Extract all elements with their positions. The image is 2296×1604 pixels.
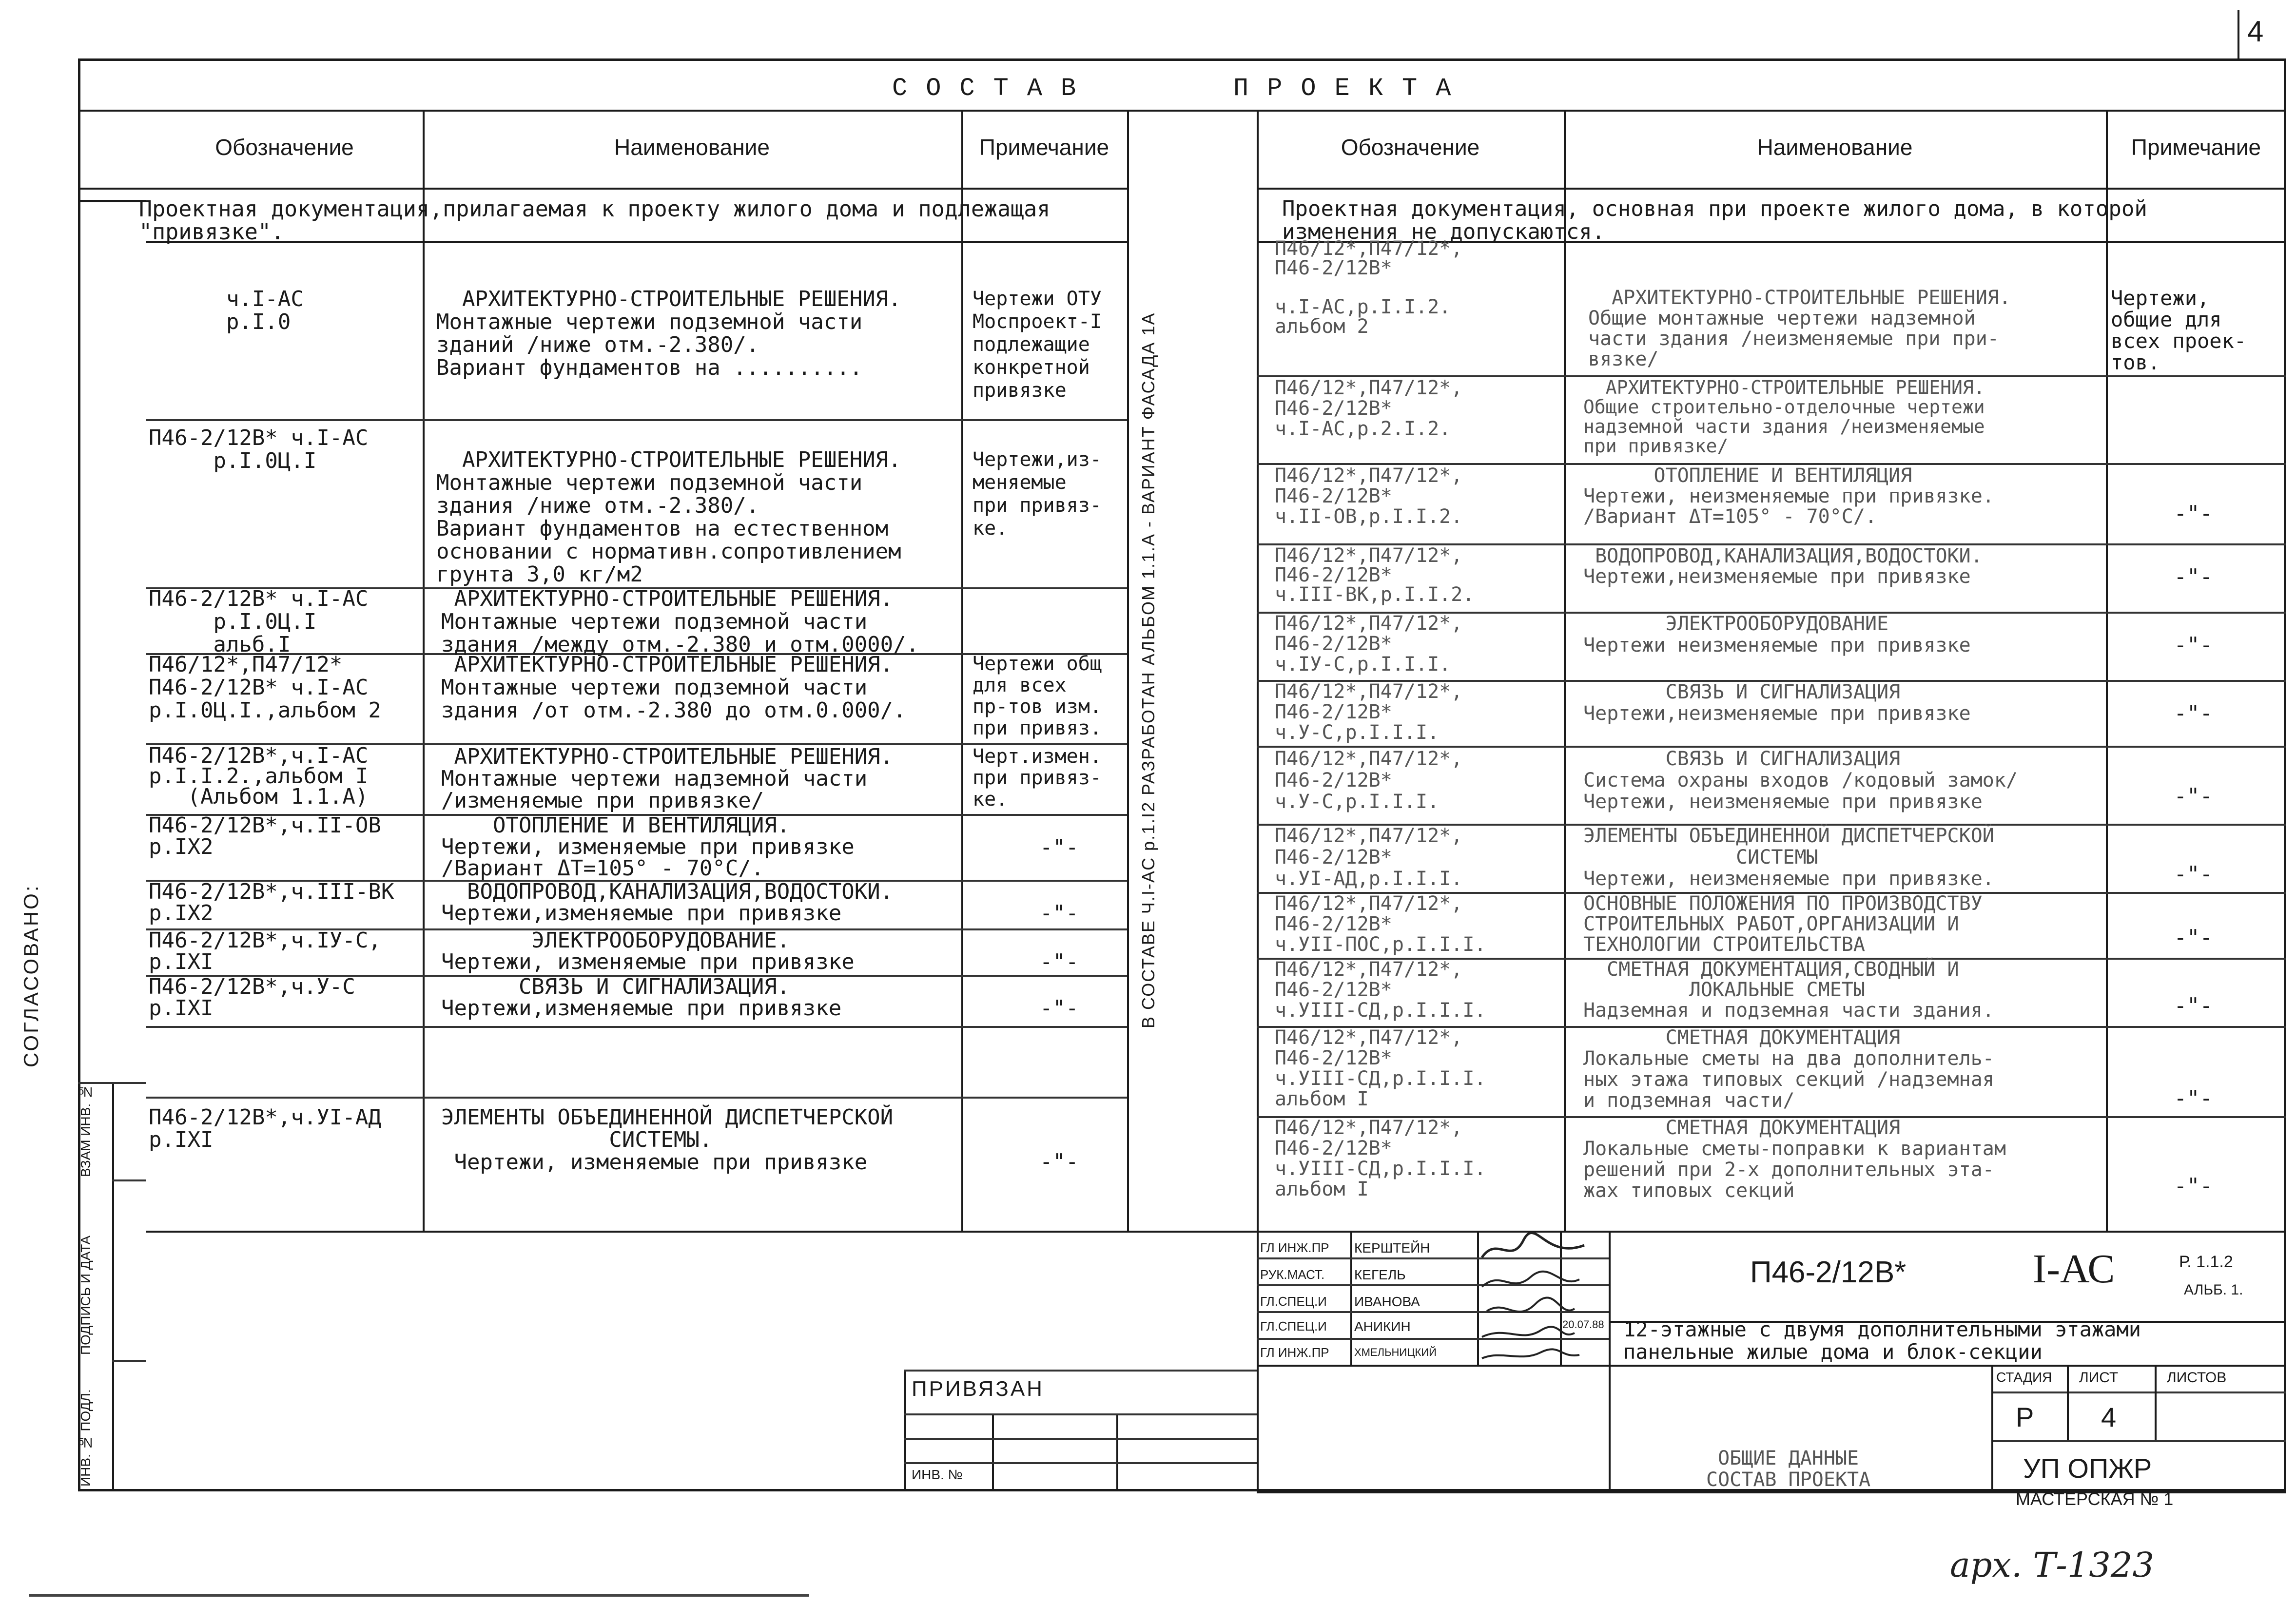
right-row-6-note: -"-: [2135, 701, 2213, 726]
left-row-9-name: СВЯЗЬ И СИГНАЛИЗАЦИЯ. Чертежи,изменяемые при привязке: [441, 974, 842, 1021]
vertical-note: В СОСТАВЕ Ч.I-АС р.1.I2 РАЗРАБОТАН АЛЬБОМ 1.1.А - ВАРИАНТ ФАСАДА 1A: [1138, 312, 1158, 1028]
right-row-8-name: ЭЛЕМЕНТЫ ОБЪЕДИНЕННОЙ ДИСПЕТЧЕРСКОЙ СИСТЕМЫ Чертежи, неизменяемые при привязке.: [1583, 825, 1994, 890]
page-number: 4: [2247, 15, 2264, 48]
right-row-3-name: ОТОПЛЕНИЕ И ВЕНТИЛЯЦИЯ Чертежи, неизменяемые при привязке. /Вариант ΔT=105° - 70°С/.: [1583, 464, 1994, 528]
left-row-4-designation: П46/12*,П47/12* П46-2/12В* ч.I-АС р.I.0Ц.I.,альбом 2: [149, 652, 381, 723]
left-row-2-name: АРХИТЕКТУРНО-СТРОИТЕЛЬНЫЕ РЕШЕНИЯ. Монтажные чертежи подземной части здания /ниже отм.-2.380/. Вариант фундаментов на естественном основании с нормативн.сопротивлением грунта 3,0 кг/м2: [436, 447, 901, 587]
right-row-9-designation: П46/12*,П47/12*, П46-2/12В* ч.УII-ПОС,р.I.I.I.: [1275, 892, 1486, 956]
left-row-7-note: -"-: [1014, 901, 1079, 926]
name-4: АНИКИН: [1354, 1319, 1411, 1334]
role-3: ГЛ.СПЕЦ.И: [1260, 1294, 1327, 1309]
sheets-label: ЛИСТОВ: [2167, 1370, 2227, 1386]
workshop-name: МАСТЕРСКАЯ № 1: [2016, 1489, 2174, 1509]
right-row-3-note: -"-: [2135, 501, 2213, 526]
stage-value: Р: [2016, 1402, 2034, 1432]
left-row-10-name: ЭЛЕМЕНТЫ ОБЪЕДИНЕННОЙ ДИСПЕТЧЕРСКОЙ СИСТЕМЫ. Чертежи, изменяемые при привязке: [441, 1105, 894, 1175]
right-row-6-designation: П46/12*,П47/12*, П46-2/12В* ч.У-С,р.I.I.I.: [1275, 680, 1463, 744]
right-row-7-note: -"-: [2135, 784, 2213, 809]
left-row-5-designation: П46-2/12В*,ч.I-АС р.I.I.2.,альбом I (Альбом 1.1.А): [149, 743, 369, 809]
stamp-description: 12-этажные с двумя дополнительными этажами панельные жилые дома и блок-секции: [1623, 1317, 2141, 1364]
right-row-7-designation: П46/12*,П47/12*, П46-2/12В* ч.У-С,р.I.I.I.: [1275, 748, 1463, 813]
intro-right: Проектная документация, основная при проекте жилого дома, в которой изменения не допускаются.: [1282, 196, 2147, 244]
archive-mark: арх. Т-1323: [1950, 1545, 2155, 1585]
header-name-right: Наименование: [1757, 135, 1913, 160]
part-code: Р. 1.1.2: [2179, 1253, 2233, 1271]
right-row-4-name: ВОДОПРОВОД,КАНАЛИЗАЦИЯ,ВОДОСТОКИ. Чертежи,неизменяемые при привязке: [1583, 545, 1983, 588]
stage-label: СТАДИЯ: [1996, 1370, 2052, 1385]
privyazan-label: ПРИВЯЗАН: [912, 1377, 1044, 1401]
title-left: СОСТАВ: [892, 74, 1095, 103]
role-2: РУК.МАСТ.: [1260, 1267, 1325, 1282]
left-row-2-note: Чертежи,из- меняемые при привяз- ке.: [973, 448, 1102, 540]
left-row-8-designation: П46-2/12В*,ч.IУ-С, р.IХI: [149, 928, 381, 974]
name-3: ИВАНОВА: [1354, 1294, 1420, 1309]
left-row-3-name: АРХИТЕКТУРНО-СТРОИТЕЛЬНЫЕ РЕШЕНИЯ. Монтажные чертежи подземной части здания /между отм.-2.380 и отм.0000/.: [441, 586, 919, 657]
right-row-11-note: -"-: [2135, 1086, 2213, 1111]
left-row-1-name: АРХИТЕКТУРНО-СТРОИТЕЛЬНЫЕ РЕШЕНИЯ. Монтажные чертежи подземной части зданий /ниже отм.-2.380/. Вариант фундаментов на ..........: [436, 287, 901, 380]
sheet-value: 4: [2101, 1402, 2117, 1432]
right-row-9-note: -"-: [2135, 925, 2213, 950]
left-row-2-designation: П46-2/12В* ч.I-АС р.I.0Ц.I: [149, 425, 369, 473]
right-row-10-name: СМЕТНАЯ ДОКУМЕНТАЦИЯ,СВОДНЫЙ И ЛОКАЛЬНЫЕ СМЕТЫ Надземная и подземная части здания.: [1583, 958, 1994, 1022]
sign-date-label: ПОДПИСЬ И ДАТА: [78, 1235, 93, 1355]
right-row-7-name: СВЯЗЬ И СИГНАЛИЗАЦИЯ Система охраны входов /кодовый замок/ Чертежи, неизменяемые при привязке: [1583, 748, 2018, 813]
org-name: УП ОПЖР: [2023, 1453, 2152, 1484]
name-1: КЕРШТЕЙН: [1354, 1240, 1430, 1256]
left-row-4-name: АРХИТЕКТУРНО-СТРОИТЕЛЬНЫЕ РЕШЕНИЯ. Монтажные чертежи подземной части здания /от отм.-2.380 до отм.0.000/.: [441, 652, 906, 723]
right-row-12-name: СМЕТНАЯ ДОКУМЕНТАЦИЯ Локальные сметы-поправки к вариантам решений при 2-х дополнительных эта- жах типовых секций: [1583, 1117, 2006, 1202]
doc-title: ОБЩИЕ ДАННЫЕ СОСТАВ ПРОЕКТА: [1706, 1447, 1871, 1491]
left-row-6-name: ОТОПЛЕНИЕ И ВЕНТИЛЯЦИЯ. Чертежи, изменяемые при привязке /Вариант ΔT=105° - 70°С/.: [441, 813, 855, 881]
left-row-9-note: -"-: [1014, 996, 1079, 1021]
right-row-4-note: -"-: [2135, 564, 2213, 589]
left-row-6-designation: П46-2/12В*,ч.II-ОВ р.IХ2: [149, 813, 381, 859]
right-row-8-note: -"-: [2135, 862, 2213, 887]
right-row-5-designation: П46/12*,П47/12*, П46-2/12В* ч.IУ-С,р.I.I.I.: [1275, 612, 1463, 676]
left-row-1-designation: ч.I-АС р.I.0: [226, 287, 304, 334]
left-row-5-note: Черт.измен. при привяз- ке.: [973, 745, 1102, 811]
right-row-3-designation: П46/12*,П47/12*, П46-2/12В* ч.II-ОВ,р.I.I.2.: [1275, 464, 1463, 528]
stamp-date: 20.07.88: [1562, 1318, 1604, 1331]
project-code: П46-2/12В*: [1750, 1256, 1907, 1289]
left-row-6-note: -"-: [1014, 835, 1079, 860]
left-row-1-note: Чертежи ОТУ Моспроект-I подлежащие конкретной привязке: [973, 288, 1102, 402]
header-name-left: Наименование: [614, 135, 770, 160]
right-row-1-name: АРХИТЕКТУРНО-СТРОИТЕЛЬНЫЕ РЕШЕНИЯ. Общие монтажные чертежи надземной части здания /неизменяемые при при- вязке/: [1588, 287, 2011, 370]
right-row-8-designation: П46/12*,П47/12*, П46-2/12В* ч.УI-АД,р.I.I.I.: [1275, 825, 1463, 890]
title-right: ПРОЕКТА: [1233, 74, 1470, 103]
right-row-6-name: СВЯЗЬ И СИГНАЛИЗАЦИЯ Чертежи,неизменяемые при привязке: [1583, 681, 1971, 725]
header-designation-right: Обозначение: [1341, 135, 1480, 160]
left-row-8-name: ЭЛЕКТРООБОРУДОВАНИЕ. Чертежи, изменяемые при привязке: [441, 928, 855, 974]
agreed-label: СОГЛАСОВАНО:: [19, 884, 42, 1067]
left-row-10-note: -"-: [1014, 1149, 1079, 1174]
right-row-5-note: -"-: [2135, 633, 2213, 657]
right-row-12-designation: П46/12*,П47/12*, П46-2/12В* ч.УIII-СД,р.I.I.I. альбом I: [1275, 1117, 1486, 1200]
right-row-12-note: -"-: [2135, 1174, 2213, 1198]
right-row-2-designation: П46/12*,П47/12*, П46-2/12В* ч.I-АС,р.2.I.2.: [1275, 377, 1463, 440]
header-note-right: Примечание: [2131, 135, 2261, 160]
name-2: КЕГЕЛЬ: [1354, 1267, 1406, 1282]
right-row-1-designation: П46/12*,П47/12*, П46-2/12В* ч.I-АС,р.I.I.2. альбом 2: [1275, 237, 1463, 338]
left-row-9-designation: П46-2/12В*,ч.У-С р.IХI: [149, 974, 355, 1021]
right-row-10-designation: П46/12*,П47/12*, П46-2/12В* ч.УIII-СД,р.I.I.I.: [1275, 958, 1486, 1022]
right-row-10-note: -"-: [2135, 993, 2213, 1018]
left-row-3-designation: П46-2/12В* ч.I-АС р.I.0Ц.I альб.I: [149, 586, 369, 657]
header-note-left: Примечание: [979, 135, 1109, 160]
inv-no-label: ИНВ. №: [912, 1467, 963, 1482]
name-5: ХМЕЛЬНИЦКИЙ: [1354, 1346, 1437, 1358]
intro-left: Проектная документация,прилагаемая к проекту жилого дома и подлежащая "привязке".: [139, 196, 1051, 245]
role-4: ГЛ.СПЕЦ.И: [1260, 1319, 1327, 1333]
section-code: I-АС: [2033, 1246, 2115, 1292]
sheet-label: ЛИСТ: [2079, 1370, 2119, 1386]
right-row-4-designation: П46/12*,П47/12*, П46-2/12В* ч.III-ВК,р.I.I.2.: [1275, 544, 1475, 606]
left-row-10-designation: П46-2/12В*,ч.УI-АД р.IХI: [149, 1105, 381, 1152]
right-row-9-name: ОСНОВНЫЕ ПОЛОЖЕНИЯ ПО ПРОИЗВОДСТВУ СТРОИТЕЛЬНЫХ РАБОТ,ОРГАНИЗАЦИИ И ТЕХНОЛОГИИ СТРОИТЕЛЬСТВА: [1583, 892, 1983, 956]
header-designation-left: Обозначение: [215, 135, 354, 160]
left-row-7-designation: П46-2/12В*,ч.III-ВК р.IХ2: [149, 879, 394, 926]
left-row-8-note: -"-: [1014, 949, 1079, 974]
inv-podl-label: ИНВ. № ПОДЛ.: [78, 1389, 93, 1487]
album-code: АЛЬБ. 1.: [2184, 1282, 2243, 1298]
right-row-11-designation: П46/12*,П47/12*, П46-2/12В* ч.УIII-СД,р.I.I.I. альбом I: [1275, 1026, 1486, 1110]
left-row-5-name: АРХИТЕКТУРНО-СТРОИТЕЛЬНЫЕ РЕШЕНИЯ. Монтажные чертежи надземной части /изменяемые при привязке/: [441, 744, 894, 813]
right-row-2-name: АРХИТЕКТУРНО-СТРОИТЕЛЬНЫЕ РЕШЕНИЯ. Общие строительно-отделочные чертежи надземной части здания /неизменяемые при привязке/: [1583, 377, 1985, 457]
right-row-5-name: ЭЛЕКТРООБОРУДОВАНИЕ Чертежи неизменяемые при привязке: [1583, 613, 1971, 657]
vzam-inv-label: ВЗАМ ИНВ. №: [78, 1084, 93, 1177]
right-row-11-name: СМЕТНАЯ ДОКУМЕНТАЦИЯ Локальные сметы на два дополнитель- ных этажа типовых секций /надземная и подземная части/: [1583, 1026, 1994, 1112]
role-5: ГЛ ИНЖ.ПР: [1260, 1345, 1329, 1360]
signatures: [1477, 1231, 1594, 1365]
role-1: ГЛ ИНЖ.ПР: [1260, 1240, 1329, 1255]
right-row-1-note: Чертежи, общие для всех проек- тов.: [2111, 286, 2247, 374]
left-row-4-note: Чертежи общ для всех пр-тов изм. при привяз.: [973, 653, 1102, 739]
left-row-7-name: ВОДОПРОВОД,КАНАЛИЗАЦИЯ,ВОДОСТОКИ. Чертежи,изменяемые при привязке: [441, 879, 894, 926]
